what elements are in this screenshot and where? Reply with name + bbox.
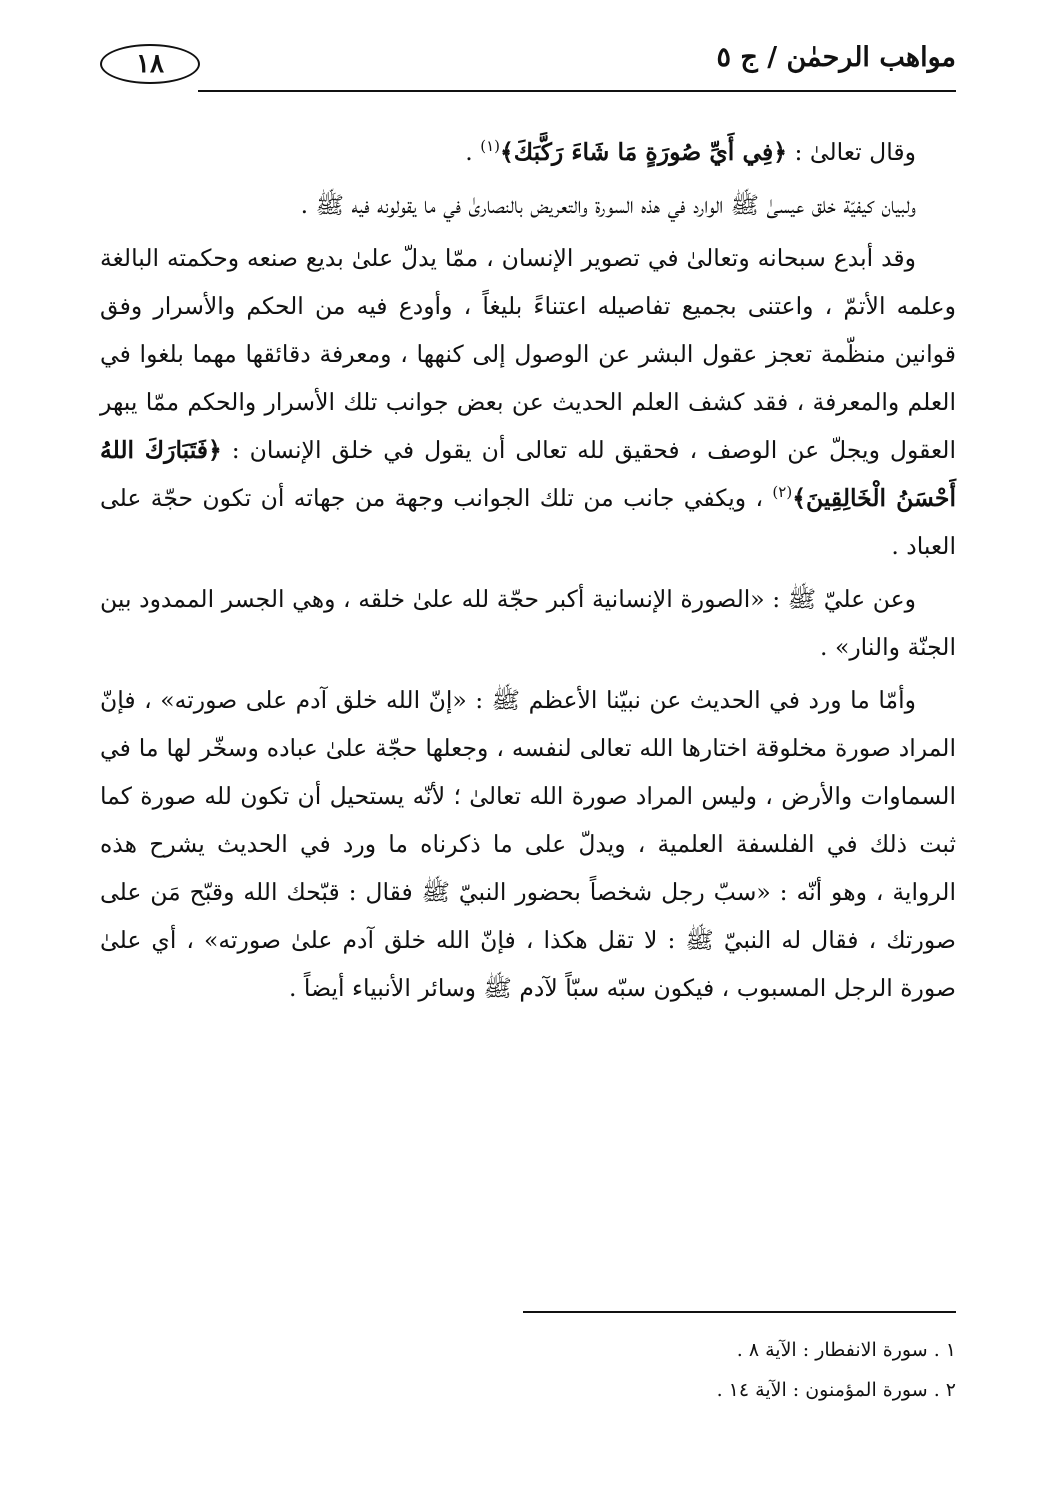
footnote: ٢ . سورة المؤمنون : الآية ١٤ . <box>716 1379 956 1401</box>
quran-verse: ﴿فِي أَيِّ صُورَةٍ مَا شَاءَ رَكَّبَكَ﴾ <box>500 138 788 166</box>
page-header <box>100 36 956 92</box>
footnote-reference: (٢) <box>772 483 793 502</box>
quran-verse: ﴿فَتَبَارَكَ اللهُ أَحْسَنُ الْخَالِقِينَ﴾ <box>100 436 956 512</box>
footnote: ١ . سورة الانفطار : الآية ٨ . <box>736 1339 956 1361</box>
header-rule <box>198 90 956 92</box>
footnote-reference: (١) <box>480 137 501 156</box>
paragraph: وقال تعالىٰ : ﴿فِي أَيِّ صُورَةٍ مَا شَاءَ رَكَّبَكَ﴾$^{(١)}$ . <box>465 137 916 166</box>
paragraph: ولبيان كيفيّة خلق عيسىٰ ﷺ الوارد في هذه السورة والتعريض بالنصارىٰ في ما يقولونه فيه ﷺ . <box>300 191 916 219</box>
footnotes <box>100 1330 956 1410</box>
paragraph: وعن عليّ ﷺ : «الصورة الإنسانية أكبر حجّة لله علىٰ خلقه ، وهي الجسر الممدود بين الجنّة والنار» . <box>100 585 956 661</box>
body-text <box>100 128 956 1012</box>
paragraph: وقد أبدع سبحانه وتعالىٰ في تصوير الإنسان ، ممّا يدلّ علىٰ بديع صنعه وحكمته البالغة وعلمه الأتمّ ، واعتنى بجميع تفاصيله اعتناءً بليغاً ، وأودع فيه من الحكم والأسرار وفق قوانين منظّمة تعجز عقول البشر عن الوصول إلى كنهها ، ومعرفة دقائقها مهما بلغوا في العلم والمعرفة ، فقد كشف العلم الحديث عن بعض جوانب تلك الأسرار والحكم ممّا يبهر العقول ويجلّ عن الوصف ، فحقيق لله تعالى أن يقول في خلق الإنسان : ﴿فَتَبَارَكَ اللهُ أَحْسَنُ الْخَالِقِينَ﴾$^{(٢)}$ ، ويكفي جانب من تلك الجوانب وجهة من جهاته أن تكون حجّة على العباد . <box>100 244 956 560</box>
paragraph: وأمّا ما ورد في الحديث عن نبيّنا الأعظم ﷺ : «إنّ الله خلق آدم على صورته» ، فإنّ المراد صورة مخلوقة اختارها الله تعالى لنفسه ، وجعلها حجّة علىٰ عباده وسخّر لها ما في السماوات والأرض ، وليس المراد صورة الله تعالىٰ ؛ لأنّه يستحيل أن تكون لله صورة كما ثبت ذلك في الفلسفة العلمية ، ويدلّ على ما ذكرناه ما ورد في الحديث يشرح هذه الرواية ، وهو أنّه : «سبّ رجل شخصاً بحضور النبيّ ﷺ فقال : قبّحك الله وقبّح مَن على صورتك ، فقال له النبيّ ﷺ : لا تقل هكذا ، فإنّ الله خلق آدم علىٰ صورته» ، أي علىٰ صورة الرجل المسبوب ، فيكون سبّه سبّاً لآدم ﷺ وسائر الأنبياء أيضاً . <box>100 686 956 1002</box>
footnote-separator <box>523 1311 956 1313</box>
page-number: ١٨ <box>100 44 200 84</box>
running-title: مواهب الرحمٰن / ج ٥ <box>716 42 956 73</box>
